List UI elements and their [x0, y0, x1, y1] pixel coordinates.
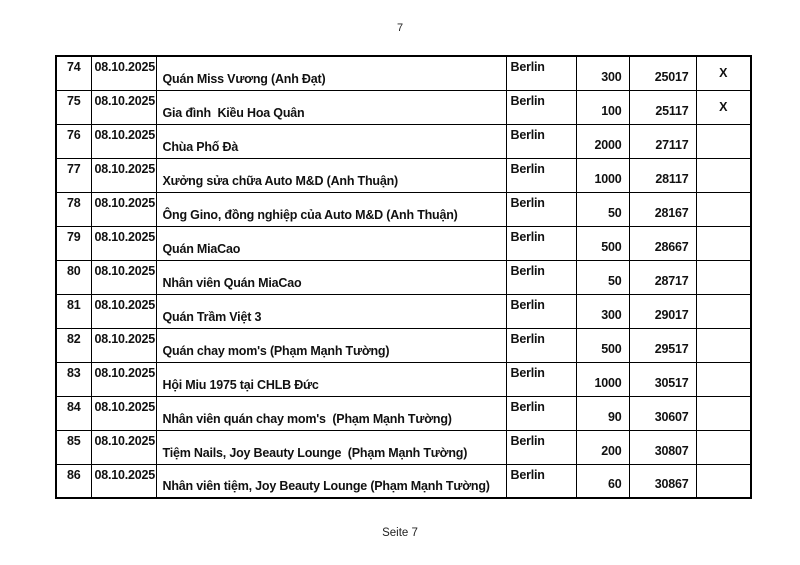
cell-amount: 2000 — [576, 124, 629, 158]
cell-amount: 500 — [576, 226, 629, 260]
cell-city: Berlin — [506, 328, 576, 362]
cell-amount: 500 — [576, 328, 629, 362]
cell-row-number: 78 — [56, 192, 91, 226]
cell-amount: 50 — [576, 260, 629, 294]
cell-name: Nhân viên quán chay mom's (Phạm Mạnh Tường) — [156, 396, 506, 430]
cell-mark: X — [696, 90, 751, 124]
cell-mark — [696, 260, 751, 294]
cell-city: Berlin — [506, 430, 576, 464]
cell-running-total: 29017 — [629, 294, 696, 328]
table-row — [56, 90, 751, 124]
cell-running-total: 28667 — [629, 226, 696, 260]
cell-running-total: 27117 — [629, 124, 696, 158]
cell-row-number: 83 — [56, 362, 91, 396]
cell-mark — [696, 396, 751, 430]
cell-amount: 300 — [576, 56, 629, 90]
cell-city: Berlin — [506, 362, 576, 396]
cell-amount: 1000 — [576, 158, 629, 192]
table-row — [56, 192, 751, 226]
cell-amount: 200 — [576, 430, 629, 464]
cell-amount: 90 — [576, 396, 629, 430]
cell-mark — [696, 430, 751, 464]
cell-date: 08.10.2025 — [91, 90, 156, 124]
cell-running-total: 30517 — [629, 362, 696, 396]
page-number-header: 7 — [396, 22, 404, 34]
cell-city: Berlin — [506, 158, 576, 192]
cell-mark — [696, 464, 751, 498]
cell-name: Xưởng sửa chữa Auto M&D (Anh Thuận) — [156, 158, 506, 192]
cell-date: 08.10.2025 — [91, 158, 156, 192]
cell-date: 08.10.2025 — [91, 226, 156, 260]
cell-city: Berlin — [506, 56, 576, 90]
cell-name: Chùa Phố Đà — [156, 124, 506, 158]
cell-mark — [696, 158, 751, 192]
table-row — [56, 124, 751, 158]
cell-running-total: 28717 — [629, 260, 696, 294]
page-footer: Seite 7 — [382, 527, 418, 539]
cell-mark: X — [696, 56, 751, 90]
cell-city: Berlin — [506, 226, 576, 260]
cell-amount: 1000 — [576, 362, 629, 396]
cell-row-number: 74 — [56, 56, 91, 90]
cell-row-number: 81 — [56, 294, 91, 328]
cell-row-number: 75 — [56, 90, 91, 124]
cell-date: 08.10.2025 — [91, 328, 156, 362]
cell-date: 08.10.2025 — [91, 124, 156, 158]
table-row — [56, 226, 751, 260]
cell-row-number: 82 — [56, 328, 91, 362]
cell-date: 08.10.2025 — [91, 260, 156, 294]
cell-name: Quán MiaCao — [156, 226, 506, 260]
cell-name: Nhân viên Quán MiaCao — [156, 260, 506, 294]
cell-mark — [696, 362, 751, 396]
cell-city: Berlin — [506, 294, 576, 328]
cell-name: Hội Miu 1975 tại CHLB Đức — [156, 362, 506, 396]
cell-name: Quán chay mom's (Phạm Mạnh Tường) — [156, 328, 506, 362]
cell-amount: 50 — [576, 192, 629, 226]
cell-row-number: 79 — [56, 226, 91, 260]
cell-name: Quán Miss Vương (Anh Đạt) — [156, 56, 506, 90]
table-row — [56, 158, 751, 192]
table-row — [56, 328, 751, 362]
cell-city: Berlin — [506, 464, 576, 498]
cell-city: Berlin — [506, 192, 576, 226]
cell-amount: 100 — [576, 90, 629, 124]
cell-mark — [696, 294, 751, 328]
table-row — [56, 430, 751, 464]
cell-running-total: 25017 — [629, 56, 696, 90]
cell-name: Gia đình Kiều Hoa Quân — [156, 90, 506, 124]
cell-city: Berlin — [506, 396, 576, 430]
table-row — [56, 464, 751, 498]
cell-running-total: 25117 — [629, 90, 696, 124]
cell-city: Berlin — [506, 260, 576, 294]
cell-mark — [696, 124, 751, 158]
cell-date: 08.10.2025 — [91, 56, 156, 90]
cell-date: 08.10.2025 — [91, 294, 156, 328]
cell-name: Nhân viên tiệm, Joy Beauty Lounge (Phạm Mạnh Tường) — [156, 464, 506, 498]
cell-city: Berlin — [506, 124, 576, 158]
cell-amount: 300 — [576, 294, 629, 328]
cell-running-total: 29517 — [629, 328, 696, 362]
cell-running-total: 28117 — [629, 158, 696, 192]
cell-row-number: 84 — [56, 396, 91, 430]
cell-date: 08.10.2025 — [91, 464, 156, 498]
donations-table — [55, 55, 752, 499]
cell-row-number: 76 — [56, 124, 91, 158]
cell-row-number: 80 — [56, 260, 91, 294]
cell-date: 08.10.2025 — [91, 192, 156, 226]
cell-row-number: 77 — [56, 158, 91, 192]
cell-city: Berlin — [506, 90, 576, 124]
table-row — [56, 260, 751, 294]
cell-name: Quán Trầm Việt 3 — [156, 294, 506, 328]
cell-amount: 60 — [576, 464, 629, 498]
cell-running-total: 30607 — [629, 396, 696, 430]
cell-mark — [696, 328, 751, 362]
cell-name: Tiệm Nails, Joy Beauty Lounge (Phạm Mạnh Tường) — [156, 430, 506, 464]
cell-running-total: 30807 — [629, 430, 696, 464]
table-row — [56, 56, 751, 90]
table-row — [56, 294, 751, 328]
cell-running-total: 30867 — [629, 464, 696, 498]
cell-running-total: 28167 — [629, 192, 696, 226]
cell-row-number: 85 — [56, 430, 91, 464]
cell-row-number: 86 — [56, 464, 91, 498]
cell-date: 08.10.2025 — [91, 396, 156, 430]
cell-date: 08.10.2025 — [91, 362, 156, 396]
cell-mark — [696, 226, 751, 260]
cell-name: Ông Gino, đồng nghiệp của Auto M&D (Anh Thuận) — [156, 192, 506, 226]
cell-mark — [696, 192, 751, 226]
table-row — [56, 362, 751, 396]
table-row — [56, 396, 751, 430]
cell-date: 08.10.2025 — [91, 430, 156, 464]
